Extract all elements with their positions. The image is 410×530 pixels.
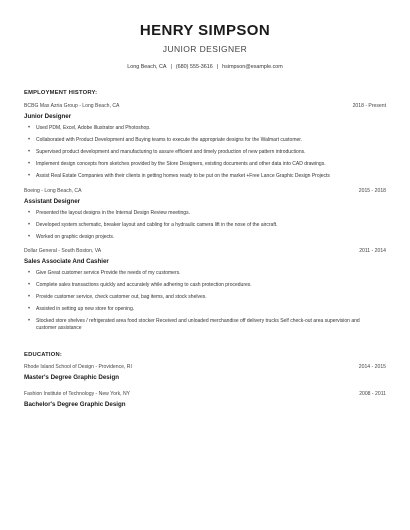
job-title: Junior Designer [24, 113, 72, 120]
education-meta [24, 391, 386, 398]
contact-separator: | [170, 64, 172, 70]
job-bullet: • Supervised product development and manufacturing to assure efficient and timely production of new pattern introductions. [36, 149, 386, 156]
education-school: Rhode Island School of Design - Providence, RI [24, 364, 132, 370]
education-entry [24, 391, 386, 409]
job-dates: 2015 - 2018 [358, 187, 386, 194]
job-bullet: • Assist Real Estate Companies with their clients in getting homes ready to be put on the market +Free Lance Graphic Design Projects [36, 173, 386, 180]
employment-heading: EMPLOYMENT HISTORY: [24, 90, 98, 96]
education-heading: EDUCATION: [24, 352, 62, 358]
job-bullet: • Developed system schematic, breaker layout and cabling for a hydraulic camera lift in the nose of the aircraft. [36, 222, 386, 229]
job-meta [24, 188, 386, 195]
job-meta [24, 248, 386, 255]
job-dates: 2018 - Present [352, 103, 386, 109]
job-company: Boeing - Long Beach, CA [24, 187, 82, 194]
job-bullet: • Used PDM, Excel, Adobe Illustrator and Photoshop. [36, 125, 386, 132]
education-degree: Master's Degree Graphic Design [24, 374, 120, 381]
job-entry [24, 188, 386, 241]
job-title: Sales Associate And Cashier [24, 258, 109, 265]
contact-email: hsimpson@example.com [222, 64, 283, 70]
contact-separator: | [216, 64, 219, 70]
job-bullet: • Provide customer service, check customer out, bag items, and stock shelves. [36, 294, 386, 301]
job-dates: 2011 - 2014 [359, 248, 386, 254]
education-school: Fashion Institute of Technology - New York, NY [24, 391, 131, 397]
education-degree: Bachelor's Degree Graphic Design [24, 401, 126, 408]
education-entry [24, 364, 386, 382]
contact-phone: (680) 555-3616 [175, 64, 213, 70]
job-meta [24, 103, 386, 110]
job-bullet: • Collaborated with Product Development and Buying teams to execute the appropriate designs for the Walmart customer. [36, 137, 386, 144]
candidate-title: JUNIOR DESIGNER [162, 44, 248, 54]
job-company: Dollar General - South Boston, VA [24, 248, 102, 254]
education-dates: 2008 - 2011 [359, 391, 386, 397]
job-entry [24, 103, 386, 180]
job-bullets [24, 210, 386, 241]
education-dates: 2014 - 2015 [358, 364, 386, 370]
job-bullet: • Stocked store shelves / refrigerated area food stocker Received and unloaded merchandise off delivery trucks Self check-out area supervision and customer assistance [36, 318, 386, 331]
contact-line [24, 64, 386, 70]
resume-header [24, 22, 386, 70]
contact-location: Long Beach, CA [127, 64, 167, 70]
education-meta [24, 364, 386, 371]
job-bullet: • Give Great customer service Provide the needs of my customers. [36, 270, 386, 277]
job-company: BCBG Max Azria Group - Long Beach, CA [24, 103, 120, 109]
job-bullets [24, 125, 386, 180]
job-bullet: • Worked on graphic design projects. [36, 234, 386, 241]
job-bullets [24, 270, 386, 331]
job-title: Assistant Designer [24, 197, 81, 205]
job-bullet: • Presented the layout designs in the Internal Design Review meetings. [36, 210, 386, 217]
job-entry [24, 248, 386, 331]
job-bullet: • Complete sales transactions quickly and accurately while adhering to cash protection procedures. [36, 282, 386, 289]
candidate-name: HENRY SIMPSON [139, 22, 271, 39]
job-bullet: • Implement design concepts from sketches provided by the Store Designers, existing documents and other data into CAD drawings. [36, 161, 386, 168]
job-bullet: • Assisted in setting up new store for opening. [36, 306, 386, 313]
